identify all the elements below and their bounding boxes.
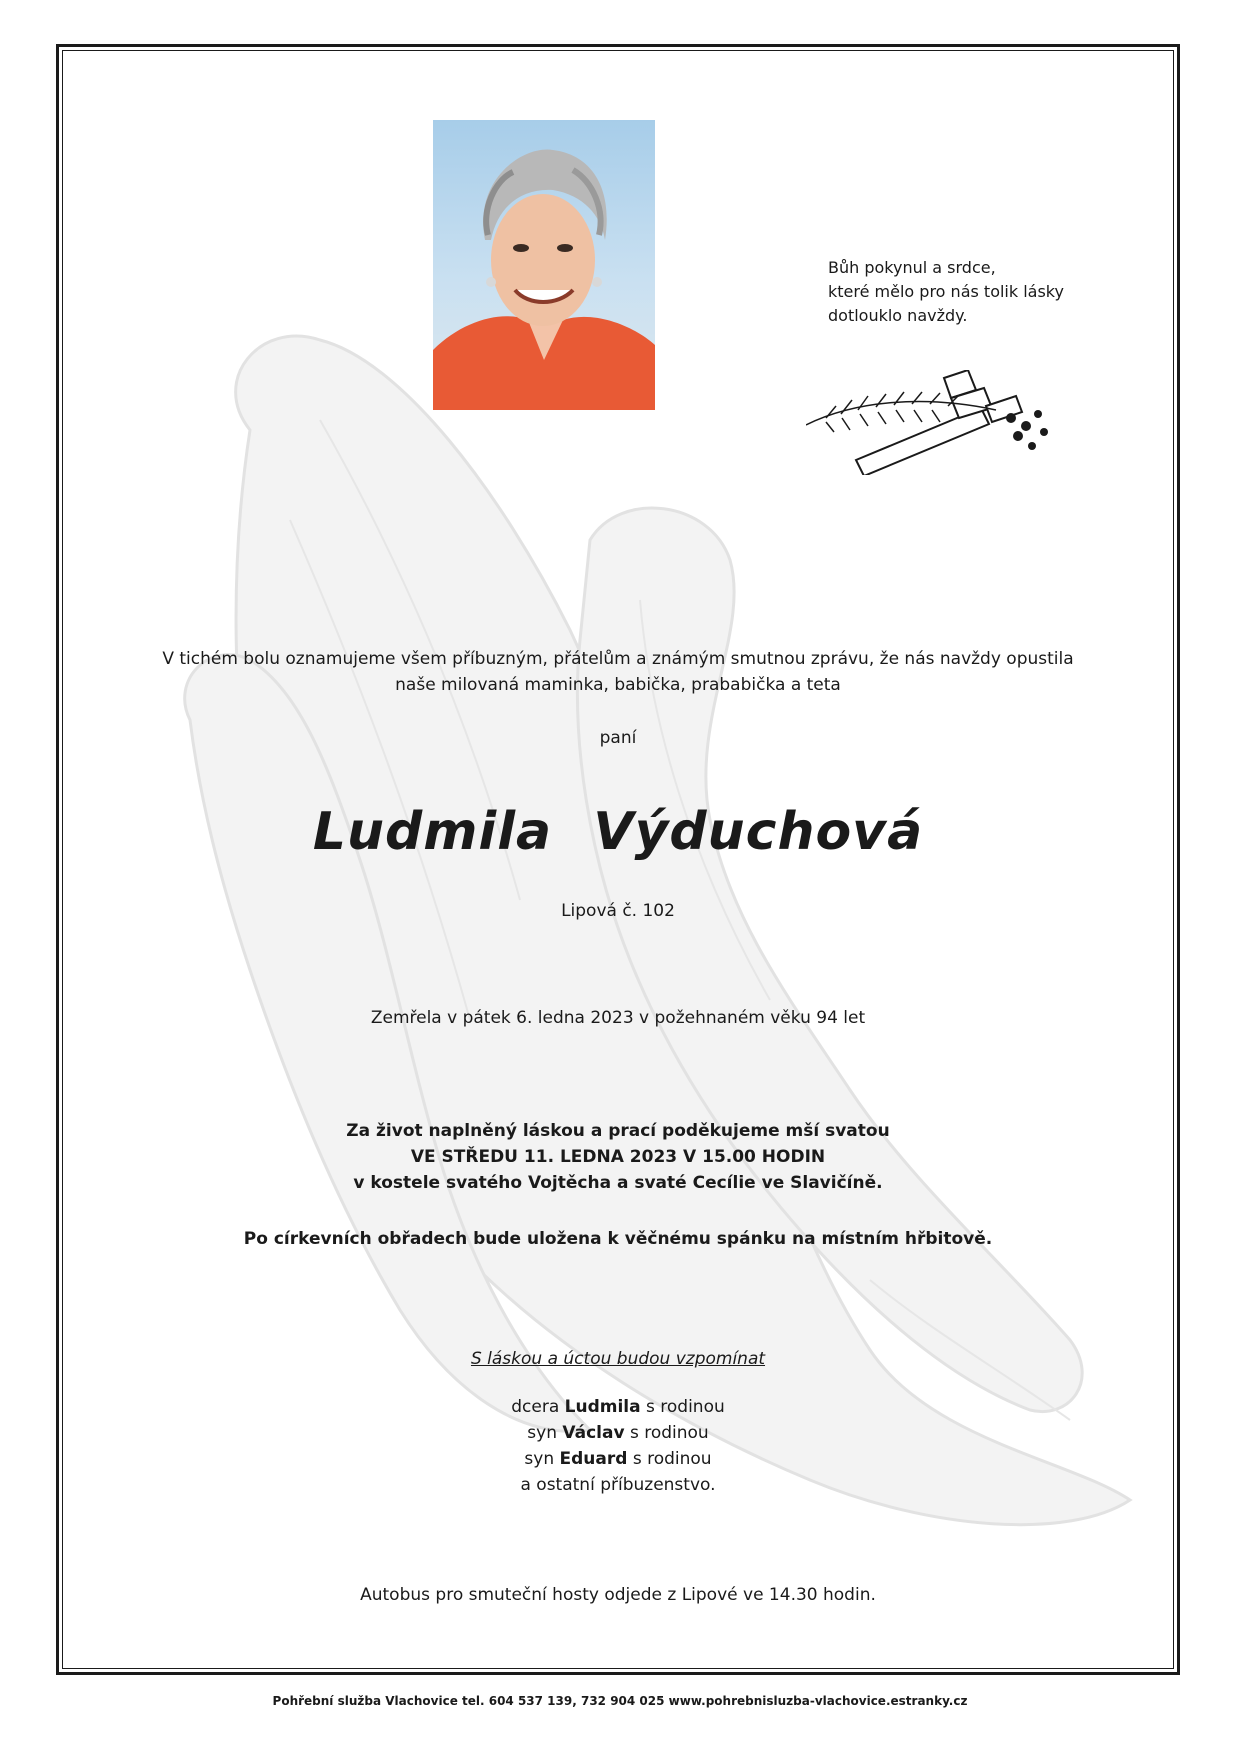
mourner-item bbox=[62, 1394, 1174, 1420]
title-prefix: paní bbox=[599, 728, 637, 748]
relatives-line: a ostatní příbuzenstvo. bbox=[520, 1475, 716, 1495]
mourner-relation: dcera bbox=[511, 1397, 560, 1417]
mourner-relation: syn bbox=[524, 1449, 555, 1469]
mourner-relation: syn bbox=[527, 1423, 557, 1443]
mourner-name: Václav bbox=[562, 1423, 625, 1443]
mourner-suffix: s rodinou bbox=[646, 1397, 725, 1417]
deceased-portrait-photo bbox=[433, 120, 655, 410]
death-info: Zemřela v pátek 6. ledna 2023 v požehnaném věku 94 let bbox=[370, 1008, 866, 1028]
announcement-line: naše milovaná maminka, babička, prababička a teta bbox=[395, 675, 841, 695]
motto-line: dotlouklo navždy. bbox=[828, 306, 968, 325]
motto-line: Bůh pokynul a srdce, bbox=[828, 258, 996, 277]
mass-line: v kostele svatého Vojtěcha a svaté Cecílie ve Slavičíně. bbox=[353, 1173, 883, 1193]
bus-info: Autobus pro smuteční hosty odjede z Lipové ve 14.30 hodin. bbox=[360, 1585, 876, 1605]
portrait-illustration bbox=[433, 120, 655, 410]
mourners-heading: S láskou a úctou budou vzpomínat bbox=[470, 1349, 766, 1369]
mourner-item bbox=[62, 1446, 1174, 1472]
mourner-item bbox=[62, 1420, 1174, 1446]
announcement bbox=[62, 646, 1174, 698]
mourner-name: Ludmila bbox=[564, 1397, 641, 1417]
mass-info bbox=[62, 1118, 1174, 1196]
motto-line: které mělo pro nás tolik lásky bbox=[828, 282, 1064, 301]
announcement-line: V tichém bolu oznamujeme všem příbuzným, přátelům a známým smutnou zprávu, že nás navždy opustila bbox=[162, 649, 1074, 669]
mourner-suffix: s rodinou bbox=[632, 1449, 712, 1469]
mourners-list bbox=[62, 1394, 1174, 1498]
funeral-service-footer: Pohřební služba Vlachovice tel. 604 537 139, 732 904 025 www.pohrebnisluzba-vlachovice.estranky.cz bbox=[272, 1694, 968, 1708]
mass-line: VE STŘEDU 11. LEDNA 2023 V 15.00 HODIN bbox=[410, 1147, 826, 1167]
mourner-name: Eduard bbox=[559, 1449, 628, 1469]
motto bbox=[828, 256, 1064, 328]
burial-info: Po církevních obřadech bude uložena k věčnému spánku na místním hřbitově. bbox=[243, 1229, 993, 1249]
address: Lipová č. 102 bbox=[561, 901, 675, 921]
cross-with-palm-icon bbox=[806, 370, 1076, 475]
mourner-suffix: s rodinou bbox=[629, 1423, 709, 1443]
deceased-name: Ludmila Výduchová bbox=[312, 802, 924, 862]
mass-line: Za život naplněný láskou a prací poděkujeme mší svatou bbox=[346, 1121, 890, 1141]
